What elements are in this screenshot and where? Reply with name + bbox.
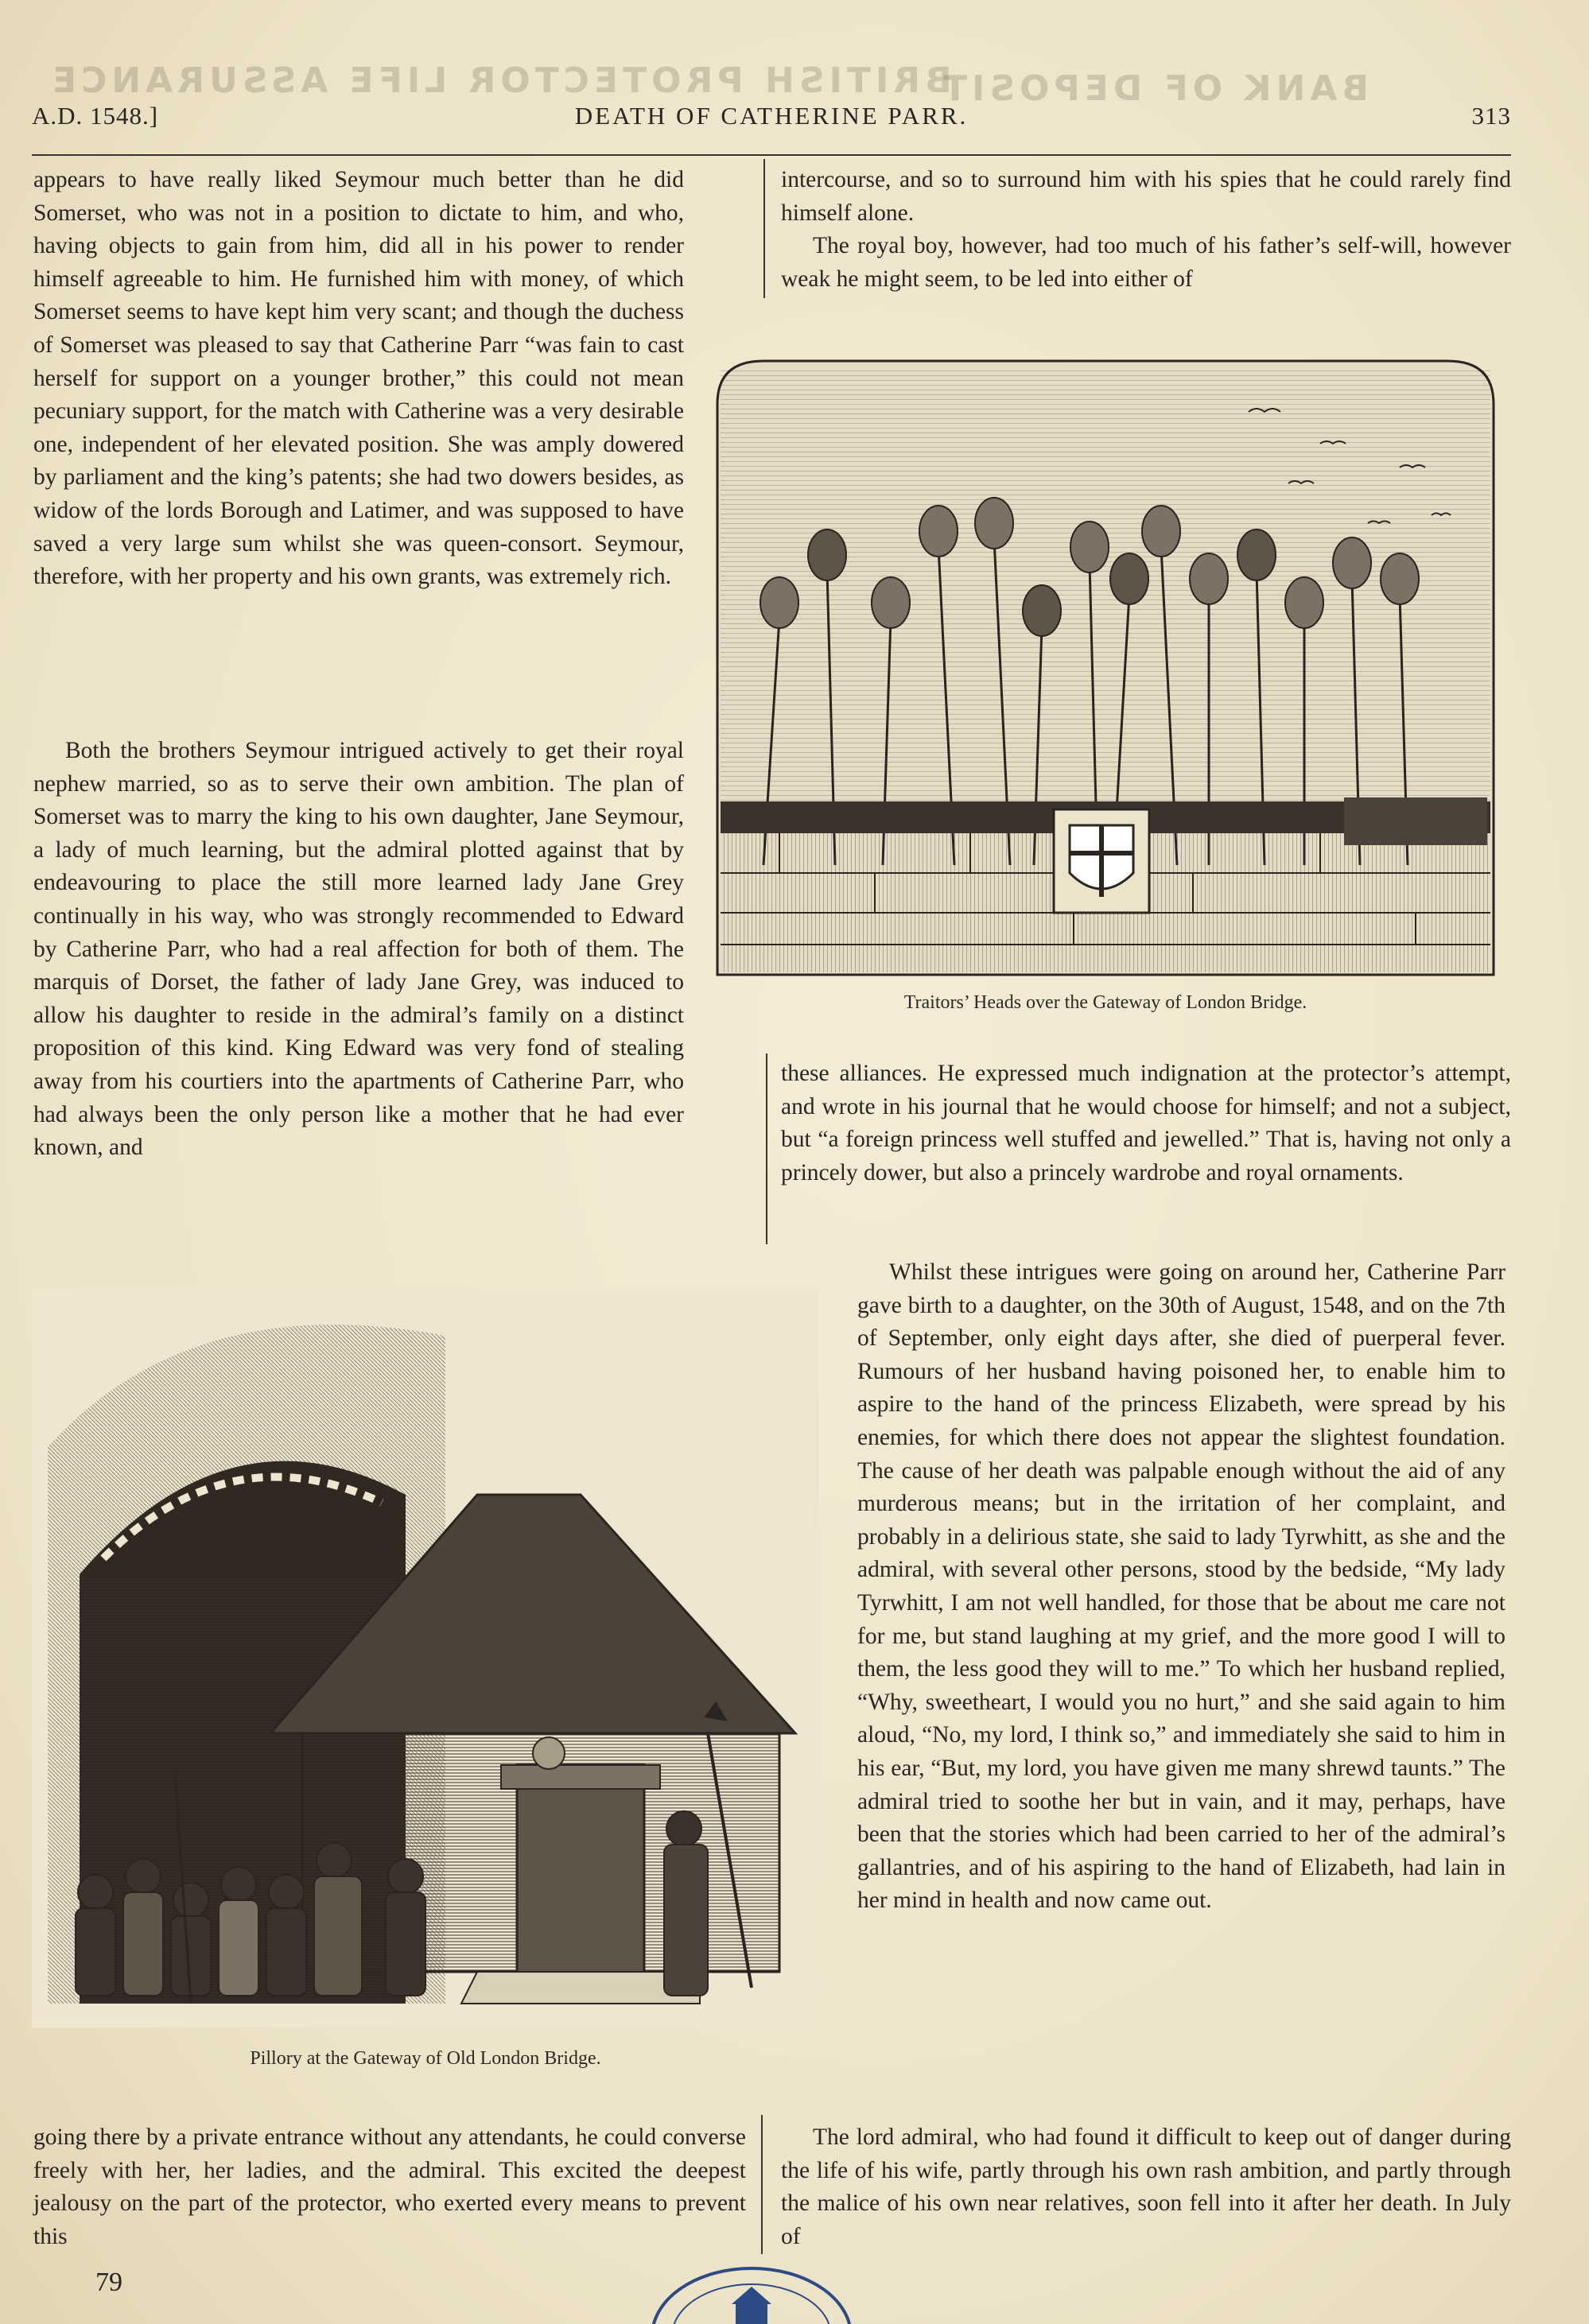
text-column-left-upper bbox=[33, 735, 684, 1228]
paragraph: intercourse, and so to surround him with his spies that he could rarely find himself alone. bbox=[781, 167, 1511, 226]
paragraph: these alliances. He expressed much indignation at the protector’s attempt, and wrote in his journal that he would choose for himself; and not a subject, but “a foreign princess well stuffed and jewelled.” That is, having not only a princely dower, but also a princely wardrobe and royal ornaments. bbox=[781, 1061, 1511, 1185]
header-date: A.D. 1548.] bbox=[32, 102, 159, 130]
column-divider bbox=[761, 2115, 763, 2254]
museum-stamp-icon bbox=[636, 2256, 867, 2324]
bleed-through-text: BRITISH PROTECTOR LIFE ASSURANCE bbox=[48, 60, 952, 101]
text-column-right-bottom bbox=[781, 2121, 1511, 2253]
paragraph: The lord admiral, who had found it difficult to keep out of danger during the life of his wife, partly through his own rash ambition, and partly through the malice of his own near relatives, soon fell into it after her death. In July of bbox=[781, 2124, 1511, 2249]
paragraph: The royal boy, however, had too much of his father’s self-will, however weak he might seem, to be led into either of bbox=[781, 233, 1511, 292]
figure-caption-bottom: Pillory at the Gateway of Old London Bridge. bbox=[250, 2048, 601, 2069]
column-divider bbox=[766, 1053, 767, 1244]
text-column-left-top bbox=[33, 164, 746, 594]
engraving-traitors-heads bbox=[716, 356, 1495, 976]
engraving-pillory bbox=[32, 1288, 819, 2027]
illustration-pillory bbox=[32, 1288, 819, 2027]
text-column-right-mid bbox=[781, 1057, 1511, 1189]
signature-mark: 79 bbox=[95, 2268, 122, 2297]
page-number: 313 bbox=[1471, 102, 1511, 130]
column-divider bbox=[763, 159, 765, 298]
library-stamp bbox=[636, 2256, 867, 2324]
running-header bbox=[32, 102, 1511, 134]
paragraph: Both the brothers Seymour intrigued actively to get their royal nephew married, so as to serve their own ambition. The plan of Somerset was to marry the king to his own daughter, Jane Seymour, a lady of much learning, but the admiral plotted against that by endeavouring to place the still more learned lady Jane Grey continually in his way, who was strongly recommended to Edward by Catherine Parr, who had a real affection for both of them. The marquis of Dorset, the father of lady Jane Grey, was induced to allow his daughter to reside in the admiral’s family on a distinct proposition of this kind. King Edward was very fond of stealing away from his courtiers into the apartments of Catherine Parr, who had always been the only person like a mother that he had ever known, and bbox=[33, 738, 684, 1161]
text-column-left-bottom bbox=[33, 2121, 746, 2253]
text-column-right-narrow bbox=[857, 1256, 1505, 1918]
header-rule bbox=[32, 154, 1511, 156]
paragraph: appears to have really liked Seymour much better than he did Somerset, who was not in a position to dictate to him, and who, having objects to gain from him, did all in his power to render himself agreeable to him. He furnished him with money, of which Somerset seems to have kept him very scant; and though the duchess of Somerset was pleased to say that Catherine Parr “was fain to cast herself for support on a younger brother,” this could not mean pecuniary support, for the match with Catherine was a very desirable one, independent of her elevated position. She was amply dowered by parliament and the king’s patents; she had two dowers besides, as widow of the lords Borough and Latimer, and was supposed to have saved a very large sum whilst she was queen-consort. Seymour, therefore, with her property and his own grants, was extremely rich. bbox=[33, 167, 684, 590]
paragraph: going there by a private entrance without any attendants, he could converse freely with her, her ladies, and the admiral. This excited the deepest jealousy on the part of the protector, who exerted every means to prevent this bbox=[33, 2124, 746, 2249]
figure-caption-top: Traitors’ Heads over the Gateway of London Bridge. bbox=[903, 992, 1307, 1013]
page-title: DEATH OF CATHERINE PARR. bbox=[574, 102, 969, 130]
paragraph: Whilst these intrigues were going on around her, Catherine Parr gave birth to a daughter, on the 30th of August, 1548, and on the 7th of September, only eight days after, she died of puerperal fever. Rumours of her husband having poisoned her, to enable him to aspire to the hand of the princess Elizabeth, were spread by his enemies, for which there does not appear the slightest foundation. The cause of her death was palpable enough without the aid of any murderous means; but in the irritation of her complaint, and probably in a delirious state, she said to lady Tyrwhitt, as she and the admiral, with several other persons, stood by the bedside, “My lady Tyrwhitt, I am not well handled, for those that be about me care not for me, but stand laughing at my grief, and the more good I will to them, the less good they will to me.” To which her husband replied, “Why, sweetheart, I would you no hurt,” and she said again to him aloud, “No, my lord, I think so,” and immediately she said to him in his ear, “But, my lord, you have given me many shrewd taunts.” The admiral tried to soothe her but in vain, and it may, perhaps, have been that the stories which had been carried to her of the admiral’s gallantries, and of his aspiring to the hand of Elizabeth, had lain in her mind in health and now came out. bbox=[857, 1259, 1505, 1914]
bleed-through-text: BANK OF DEPOSIT bbox=[938, 68, 1369, 109]
text-column-right-top bbox=[781, 164, 1511, 296]
illustration-traitors-heads bbox=[716, 356, 1495, 976]
